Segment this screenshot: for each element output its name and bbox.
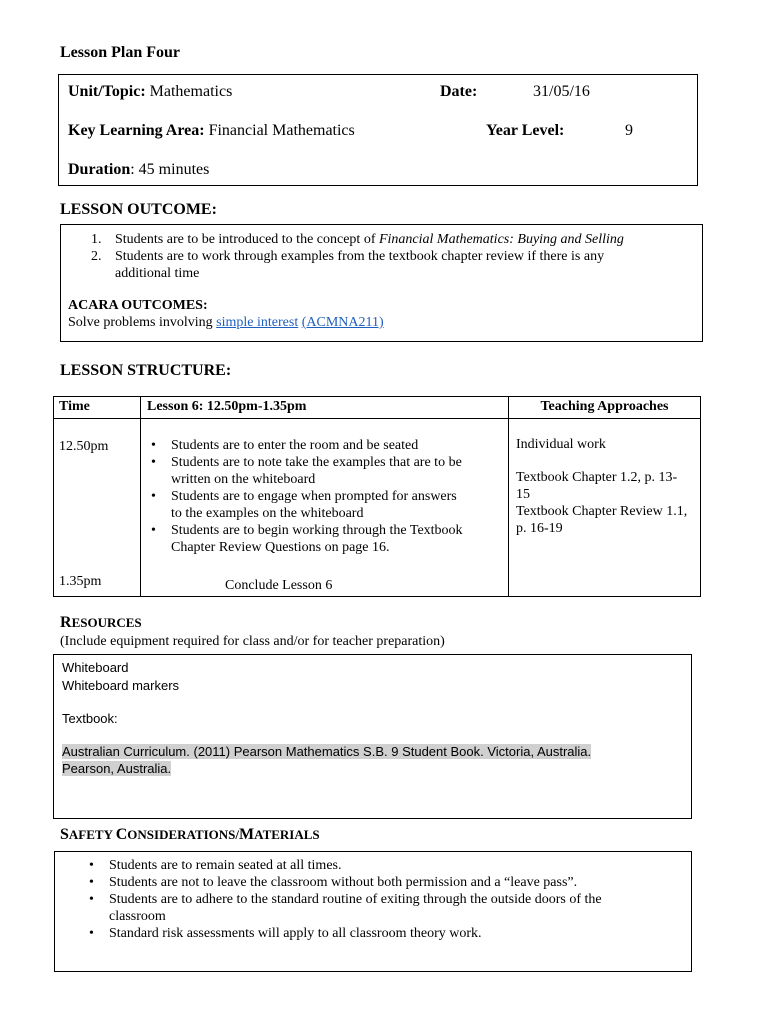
kla-label: Key Learning Area: bbox=[68, 122, 205, 139]
safety-text: Students are to adhere to the standard routine of exiting through the outside doors of the bbox=[109, 892, 602, 907]
lesson-outcome-heading: LESSON OUTCOME: bbox=[60, 201, 217, 218]
date-value: 31/05/16 bbox=[533, 83, 590, 100]
col-lesson-header: Lesson 6: 12.50pm-1.35pm bbox=[141, 397, 509, 419]
acara-line bbox=[68, 314, 384, 331]
simple-interest-link[interactable]: simple interest bbox=[216, 315, 299, 330]
lesson-structure-table bbox=[53, 396, 701, 597]
approach-item: 15 bbox=[516, 487, 530, 502]
time-end: 1.35pm bbox=[59, 574, 102, 589]
outcome-item-1-text bbox=[115, 231, 624, 248]
bullet-text: Students are to begin working through the Textbook bbox=[171, 523, 463, 538]
outcome-item-line: additional time bbox=[115, 266, 200, 281]
resource-reference bbox=[62, 743, 591, 777]
col-time-header: Time bbox=[54, 397, 141, 419]
outcome-item-italic: Financial Mathematics: Buying and Selling bbox=[378, 232, 624, 247]
heading-cap: C bbox=[115, 826, 128, 843]
safety-item bbox=[85, 891, 602, 925]
safety-list bbox=[85, 857, 602, 942]
bullet-text: Students are to enter the room and be seated bbox=[171, 438, 419, 453]
bullet-icon: • bbox=[151, 489, 156, 504]
bullet-icon: • bbox=[151, 523, 156, 538]
heading-cap: S bbox=[60, 826, 69, 843]
kla-value: Financial Mathematics bbox=[208, 122, 355, 139]
heading-cap: R bbox=[60, 614, 72, 631]
approach-item: Textbook Chapter 1.2, p. 13- bbox=[516, 470, 678, 485]
safety-item bbox=[85, 874, 602, 891]
safety-text: Standard risk assessments will apply to all classroom theory work. bbox=[109, 926, 482, 941]
resource-markers: Whiteboard markers bbox=[62, 678, 180, 693]
lesson-bullet bbox=[147, 522, 463, 556]
time-start: 12.50pm bbox=[59, 439, 109, 454]
reference-line: Australian Curriculum. (2011) Pearson Mathematics S.B. 9 Student Book. Victoria, Australia. bbox=[62, 744, 592, 759]
reference-line: Pearson, Australia. bbox=[62, 761, 172, 776]
bullet-text: to the examples on the whiteboard bbox=[171, 506, 364, 521]
safety-box bbox=[54, 851, 692, 972]
heading-rest: ONSIDERATIONS/ bbox=[127, 827, 240, 842]
safety-text: classroom bbox=[109, 909, 166, 924]
resources-note: (Include equipment required for class and/or for teacher preparation) bbox=[60, 634, 445, 649]
bullet-text: Chapter Review Questions on page 16. bbox=[171, 540, 390, 555]
time-cell bbox=[54, 419, 141, 597]
acmna211-link[interactable]: (ACMNA211) bbox=[301, 315, 384, 330]
outcome-item-number: 1. bbox=[91, 232, 102, 247]
approach-item: Individual work bbox=[516, 437, 606, 452]
heading-rest: AFETY bbox=[68, 827, 116, 842]
outcome-item-text: Students are to be introduced to the concept of bbox=[115, 232, 379, 247]
year-value: 9 bbox=[625, 122, 633, 139]
duration-value: : 45 minutes bbox=[130, 161, 210, 178]
bullet-text: Students are to engage when prompted for answers bbox=[171, 489, 457, 504]
bullet-icon: • bbox=[151, 438, 156, 453]
bullet-icon: • bbox=[89, 926, 94, 941]
bullet-icon: • bbox=[89, 858, 94, 873]
resources-box bbox=[53, 654, 692, 819]
safety-item bbox=[85, 857, 602, 874]
outcome-item-number: 2. bbox=[91, 249, 102, 264]
bullet-icon: • bbox=[89, 892, 94, 907]
acara-heading: ACARA OUTCOMES: bbox=[68, 298, 208, 313]
lesson-structure-heading: LESSON STRUCTURE: bbox=[60, 362, 232, 379]
acara-text: Solve problems involving bbox=[68, 315, 217, 330]
safety-item bbox=[85, 925, 602, 942]
year-label: Year Level: bbox=[486, 122, 565, 139]
outcome-box bbox=[60, 224, 703, 342]
safety-text: Students are not to leave the classroom without both permission and a “leave pass”. bbox=[109, 875, 578, 890]
approach-item: Textbook Chapter Review 1.1, bbox=[516, 504, 688, 519]
bullet-text: Students are to note take the examples that are to be bbox=[171, 455, 462, 470]
lesson-bullet bbox=[147, 488, 463, 522]
heading-rest: ESOURCES bbox=[71, 615, 142, 630]
heading-rest: ATERIALS bbox=[254, 827, 320, 842]
page-title: Lesson Plan Four bbox=[60, 44, 181, 61]
bullet-icon: • bbox=[89, 875, 94, 890]
outcome-item-2 bbox=[91, 248, 102, 265]
resources-heading bbox=[60, 614, 142, 632]
safety-text: Students are to remain seated at all times. bbox=[109, 858, 342, 873]
approach-cell bbox=[509, 419, 701, 597]
approach-list bbox=[516, 436, 687, 537]
lesson-bullet bbox=[147, 437, 463, 454]
info-box bbox=[58, 74, 698, 186]
outcome-item-1 bbox=[91, 231, 102, 248]
outcome-item-2-text bbox=[115, 248, 604, 282]
lesson-cell bbox=[141, 419, 509, 597]
bullet-icon: • bbox=[151, 455, 156, 470]
approach-item: p. 16-19 bbox=[516, 521, 563, 536]
resource-textbook-label: Textbook: bbox=[62, 711, 118, 726]
date-label: Date: bbox=[440, 83, 478, 100]
col-approach-header: Teaching Approaches bbox=[509, 397, 701, 419]
lesson-bullets bbox=[147, 437, 463, 556]
conclude-lesson: Conclude Lesson 6 bbox=[225, 578, 333, 593]
duration-label: Duration bbox=[68, 161, 131, 178]
safety-heading bbox=[60, 826, 320, 844]
outcome-item-line: Students are to work through examples from the textbook chapter review if there is any bbox=[115, 249, 605, 264]
unit-value: Mathematics bbox=[149, 83, 233, 100]
resource-whiteboard: Whiteboard bbox=[62, 660, 129, 675]
bullet-text: written on the whiteboard bbox=[171, 472, 316, 487]
lesson-bullet bbox=[147, 454, 463, 488]
heading-cap: M bbox=[239, 826, 255, 843]
unit-label: Unit/Topic: bbox=[68, 83, 146, 100]
